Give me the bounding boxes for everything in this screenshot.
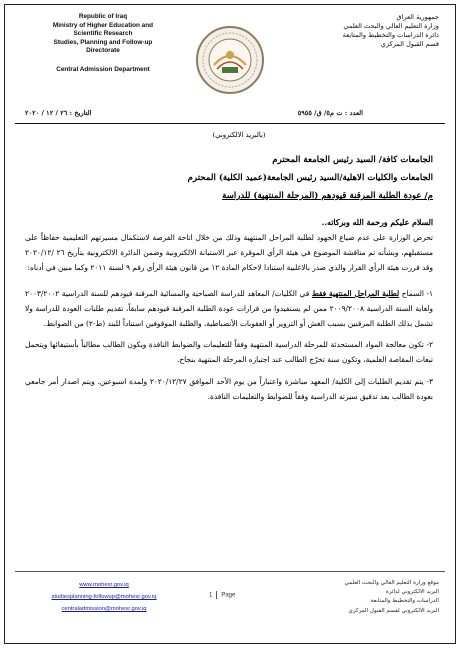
page-label: Page <box>221 592 236 599</box>
footer-links <box>19 579 189 615</box>
admission-email-link[interactable]: centraladmission@mohesr.gov.iq <box>61 606 147 612</box>
header-arabic <box>321 13 439 49</box>
list-item: ٢- تكون معالجة المواد المستحدثة للمرحلة الدراسية المنتهية وفقاً للتعليمات والضوابط النافذة ويكون الطالب مطالباً بأستيفائها ويتحمل تبعات المقاصة العلمية، وتكون سنة تخرّج الطالب عند اجتيازه المرحلة المنتهية بنجاح. <box>25 340 433 365</box>
list-item: ٣- يتم تقديم الطلبات إلى الكلية/ المعهد مباشرة واعتباراً من يوم الأحد الموافق ٢٠٢٠/١٢/٢٧ ولمدة اسبوعين. ويتم اصدار أمر جامعي بعودة الطالب بعد تدقيق سيرته الدراسية وفقاً للضوابط والتعليمات النافذة. <box>25 376 433 401</box>
header-arabic-line: دائرة الدراسات والتخطيط والمتابعة <box>342 31 439 39</box>
header-english-line: Ministry of Higher Education and <box>52 21 154 29</box>
footer-arabic <box>309 579 439 616</box>
header-arabic-line: جمهورية العراق <box>396 13 439 21</box>
intro-paragraph: تحرص الوزارة على عدم ضياع الجهود لطلبة المراحل المنتهية وذلك من خلال اتاحة الفرصة لاستكمال مسيرتهم التعليمية حفاظاً على مستقبلهم، وبشأنه تم مناقشة الموضوع في هيئة الرأي الموقرة عبر الاستبانة الالكترونية وضمن الدائرة الالكترونية بتأريخ ٢٦ /٢٠٢٠/١٢ وقد قررت هيئة الرأي القرار والذي صدر بالاغلبية استنادا لاحكام المادة ١٢ من قانون هيئة الرأي رقم ٩ لسنة ٢٠١١ وكما مبين في أدناه: <box>25 233 433 273</box>
letter-page <box>4 4 456 644</box>
subject-line: م/ عودة الطلبة المرقنة قيودهم (المرحلة المنتهية) للدراسة <box>222 191 433 201</box>
footer-arabic-line: موقع وزارة التعليم العالي والبحث العلمي <box>344 580 439 586</box>
header-arabic-line: وزارة التعليم العالي والبحث العلمي <box>343 22 439 30</box>
item-emphasis: لطلبة المراحل المنتهية فقط <box>311 288 400 298</box>
header-english-department: Central Admission Department <box>56 65 150 73</box>
header-english <box>19 13 187 75</box>
reference-number: العدد : ت م٥/ ق/ ٥٩٥٥ <box>297 109 363 117</box>
page-separator <box>216 591 217 599</box>
header-english-line: Scientific Research <box>73 30 133 38</box>
footer-arabic-line: البريد الالكتروني لدائرة <box>385 589 439 596</box>
footer-arabic-line: الدراسات والتخطيط والمتابعة <box>370 598 439 605</box>
studies-email-link[interactable]: studiesplanning-followup@mohesr.gov.iq <box>51 594 157 600</box>
item-text: في الكليات/ المعاهد للدراسة الصباحية والمسائية المرقنة قيودهم للسنة الدراسية ٢٠٠٣/٢٠٠٢ ولغاية السنة الدراسية ٢٠٠٩/٢٠٠٨ ممن لم يستفيدوا من قرارات عودة الطلبة المرقنة قيودهم سابقاً، تقديم طلبات العودة للدراسة ولا تشمل بذلك الطلبة المرقنين بسبب الغش أو التزوير أو العقوبات الأنضباطية، والطلبة الموقوفين استناداً للبند (ط-٢) من الضوابط. <box>25 288 434 329</box>
page-indicator <box>209 591 235 599</box>
website-link[interactable]: www.mohesr.gov.iq <box>79 582 129 588</box>
decision-list <box>25 286 433 404</box>
header-divider <box>15 123 445 124</box>
list-item <box>25 286 433 332</box>
addressee-line: الجامعات والكليات الاهلية/السيد رئيس الجامعة(عميد الكلية) المحترم <box>187 173 433 183</box>
footer-divider <box>15 571 445 572</box>
header-arabic-line: قسم القبول المركزي <box>380 40 439 48</box>
addressee-line: الجامعات كافة/ السيد رئيس الجامعة المحترم <box>272 155 433 165</box>
reference-date: التاريخ : ٢٦ / ١٢ / ٢٠٢٠ <box>25 109 92 117</box>
footer-arabic-line: البريد الالكتروني لقسم القبول المركزي <box>348 607 439 614</box>
letter-body <box>25 131 433 410</box>
ministry-logo-icon <box>195 25 265 95</box>
header-english-line: Studies, Planning and Follow-up <box>53 38 153 46</box>
item-prefix: ١- السماح <box>399 288 433 298</box>
header-english-line: Republic of Iraq <box>78 13 128 20</box>
page-number: 1 <box>209 592 213 599</box>
header-english-line: Directorate <box>86 47 120 55</box>
reference-line <box>19 109 439 121</box>
email-note: (بالبريد الالكتروني) <box>212 131 266 139</box>
greeting: السلام عليكم ورحمة الله وبركاته.. <box>321 218 433 227</box>
